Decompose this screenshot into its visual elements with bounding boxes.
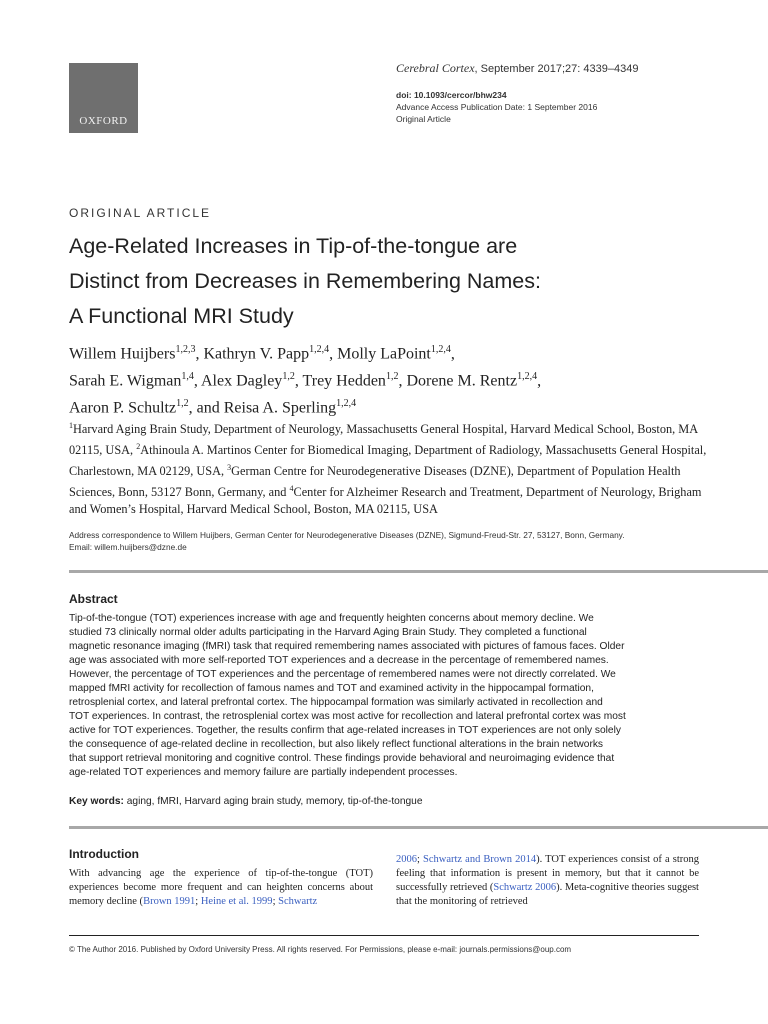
title-line-3: A Functional MRI Study <box>69 304 294 328</box>
author-line-2 <box>69 366 719 393</box>
citation-link[interactable]: 2006 <box>396 854 417 865</box>
author-line-1 <box>69 339 719 366</box>
author-affiliation-marker: 1,2 <box>176 397 189 409</box>
author-separator: , <box>537 372 542 390</box>
abstract-line: magnetic resonance imaging (fMRI) task that required remembering names associated with pictures of famous faces. Older <box>69 641 625 652</box>
author-name: Sarah E. Wigman <box>69 372 182 390</box>
article-title <box>69 229 719 334</box>
author-affiliation-marker: 1,2,3 <box>175 344 196 355</box>
title-line-2: Distinct from Decreases in Remembering Names: <box>69 269 541 293</box>
author-affiliation-marker: 1,2,4 <box>517 370 538 382</box>
author-name: Willem Huijbers <box>69 345 176 363</box>
author-separator: , <box>294 372 303 390</box>
author-line-3 <box>69 393 719 420</box>
correspondence-address <box>69 529 719 553</box>
body-text: ). TOT experiences consist of a strong feeling that information is present in memory, but that it cannot be successfully retrieved ( <box>396 854 700 893</box>
author-name: Aaron P. Schultz <box>69 398 177 416</box>
affiliations <box>69 417 709 518</box>
affiliation-marker: 4 <box>289 484 294 494</box>
title-line-1: Age-Related Increases in Tip-of-the-tongue are <box>69 234 518 258</box>
affiliation-marker: 2 <box>136 442 141 452</box>
journal-meta <box>396 61 638 125</box>
citation-link[interactable]: Schwartz and Brown 2014 <box>423 854 537 865</box>
author-affiliation-marker: 1,2,4 <box>309 344 330 355</box>
affiliation-text: German Centre for Neurodegenerative Diseases (DZNE), Department of Population Health Sciences, Bonn, 53127 Bonn, Germany, and <box>69 464 681 500</box>
keywords-text: aging, fMRI, Harvard aging brain study, memory, tip-of-the-tongue <box>123 796 423 807</box>
logo-text: OXFORD <box>79 115 128 127</box>
citation-link[interactable]: Brown 1991 <box>143 896 196 907</box>
abstract-heading: Abstract <box>69 592 118 606</box>
doi[interactable]: doi: 10.1093/cercor/bhw234 <box>396 90 507 100</box>
abstract-line: mapped fMRI activity for recollection of famous names and TOT and examined activity in the hippocampal formation, <box>69 683 594 694</box>
abstract-body <box>69 612 699 780</box>
citation-link[interactable]: Heine et al. 1999 <box>200 896 273 907</box>
body-text: ; <box>417 854 424 865</box>
journal-citation <box>396 61 638 76</box>
abstract-line: age-related TOT experiences and memory failure are partially independent processes. <box>69 767 458 778</box>
access-date: Advance Access Publication Date: 1 September 2016 <box>396 102 598 112</box>
introduction-column-1 <box>69 867 373 909</box>
author-affiliation-marker: 1,2,4 <box>336 397 357 409</box>
abstract-line: active for TOT experiences. Together, the results confirm that age-related increases in TOT experiences are not only solely <box>69 725 621 736</box>
section-divider <box>69 570 768 573</box>
affiliation-text: Center for Alzheimer Research and Treatment, Department of Neurology, Brigham and Women’s Hospital, Harvard Medical School, Boston, MA 02115, USA <box>69 485 702 517</box>
citation-link[interactable]: Schwartz <box>278 896 318 907</box>
abstract-line: However, the percentage of TOT experiences and the percentage of remembered names were not directly correlated. We <box>69 669 616 680</box>
citation-link[interactable]: Schwartz 2006 <box>493 882 557 893</box>
introduction-column-2 <box>396 853 699 909</box>
author-separator: , <box>195 345 204 363</box>
section-divider <box>69 826 768 829</box>
abstract-line: that support retrieval monitoring and cognitive control. These findings provide behavioral and neuroimaging evidence that <box>69 753 615 764</box>
abstract-line: studied 73 clinically normal older adults participating in the Harvard Aging Brain Study. They completed a functional <box>69 627 587 638</box>
article-label: ORIGINAL ARTICLE <box>69 206 212 220</box>
article-type: Original Article <box>396 114 451 124</box>
address-line: Address correspondence to Willem Huijbers, German Center for Neurodegenerative Diseases (DZNE), Sigmund-Freud-Str. 27, 53127, Bonn, Germany. <box>69 530 625 540</box>
author-name: Trey Hedden <box>302 372 386 390</box>
author-separator: , and <box>188 398 224 416</box>
author-name: Molly LaPoint <box>337 345 431 363</box>
affiliation-text: Athinoula A. Martinos Center for Biomedical Imaging, Department of Radiology, Massachusetts General Hospital, Charlestown, MA 02129, USA, <box>69 443 707 479</box>
abstract-line: Tip-of-the-tongue (TOT) experiences increase with age and frequently heighten concerns about memory decline. We <box>69 613 594 624</box>
body-text: ; <box>195 896 201 907</box>
introduction-heading: Introduction <box>69 847 139 861</box>
affiliation-marker: 3 <box>227 463 232 473</box>
abstract-line: TOT experiences. In contrast, the retrosplenial cortex was most active for recollection and lateral prefrontal cortex was most <box>69 711 626 722</box>
body-text: ). Meta-cognitive theories suggest that the monitoring of retrieved <box>396 882 699 907</box>
affiliation-text: Harvard Aging Brain Study, Department of Neurology, Massachusetts General Hospital, Harvard Medical School, Boston, MA 02115, USA, <box>69 422 698 458</box>
author-name: Dorene M. Rentz <box>406 372 518 390</box>
oxford-logo <box>69 63 138 133</box>
abstract-line: retrosplenial cortex, and lateral prefrontal cortex. The hippocampal formation was similarly activated in recollection and <box>69 697 603 708</box>
keywords-label: Key words: <box>69 796 124 807</box>
author-affiliation-marker: 1,2,4 <box>430 344 451 355</box>
journal-name: Cerebral Cortex <box>396 61 475 75</box>
author-affiliation-marker: 1,4 <box>181 370 194 382</box>
body-text: ; <box>272 896 279 907</box>
author-name: Alex Dagley <box>201 372 283 390</box>
author-separator: , <box>329 345 338 363</box>
author-affiliation-marker: 1,2 <box>385 370 399 382</box>
affiliation-marker: 1 <box>69 421 73 430</box>
keywords <box>69 796 423 807</box>
email-line[interactable]: Email: willem.huijbers@dzne.de <box>69 542 187 552</box>
author-name: Reisa A. Sperling <box>223 398 337 416</box>
author-separator: , <box>193 372 201 390</box>
author-name: Kathryn V. Papp <box>203 345 310 363</box>
author-list <box>69 339 719 419</box>
body-text: With advancing age the experience of tip-of-the-tongue (TOT) experiences become more frequent and can heighten concerns about memory decline ( <box>69 868 373 907</box>
abstract-line: the consequence of age-related decline in recollection, but also likely reflect functional alterations in the brain networks <box>69 739 604 750</box>
author-affiliation-marker: 1,2 <box>282 370 295 382</box>
citation-details: , September 2017;27: 4339–4349 <box>474 63 639 75</box>
abstract-line: age was associated with more self-reported TOT experiences and a decrease in the percentage of remembered names. <box>69 655 609 666</box>
author-separator: , <box>398 372 407 390</box>
copyright-footer: © The Author 2016. Published by Oxford University Press. All rights reserved. For Permissions, please e-mail: journals.permissions@oup.com <box>69 945 572 954</box>
footer-divider <box>69 935 699 936</box>
author-separator: , <box>450 345 455 363</box>
